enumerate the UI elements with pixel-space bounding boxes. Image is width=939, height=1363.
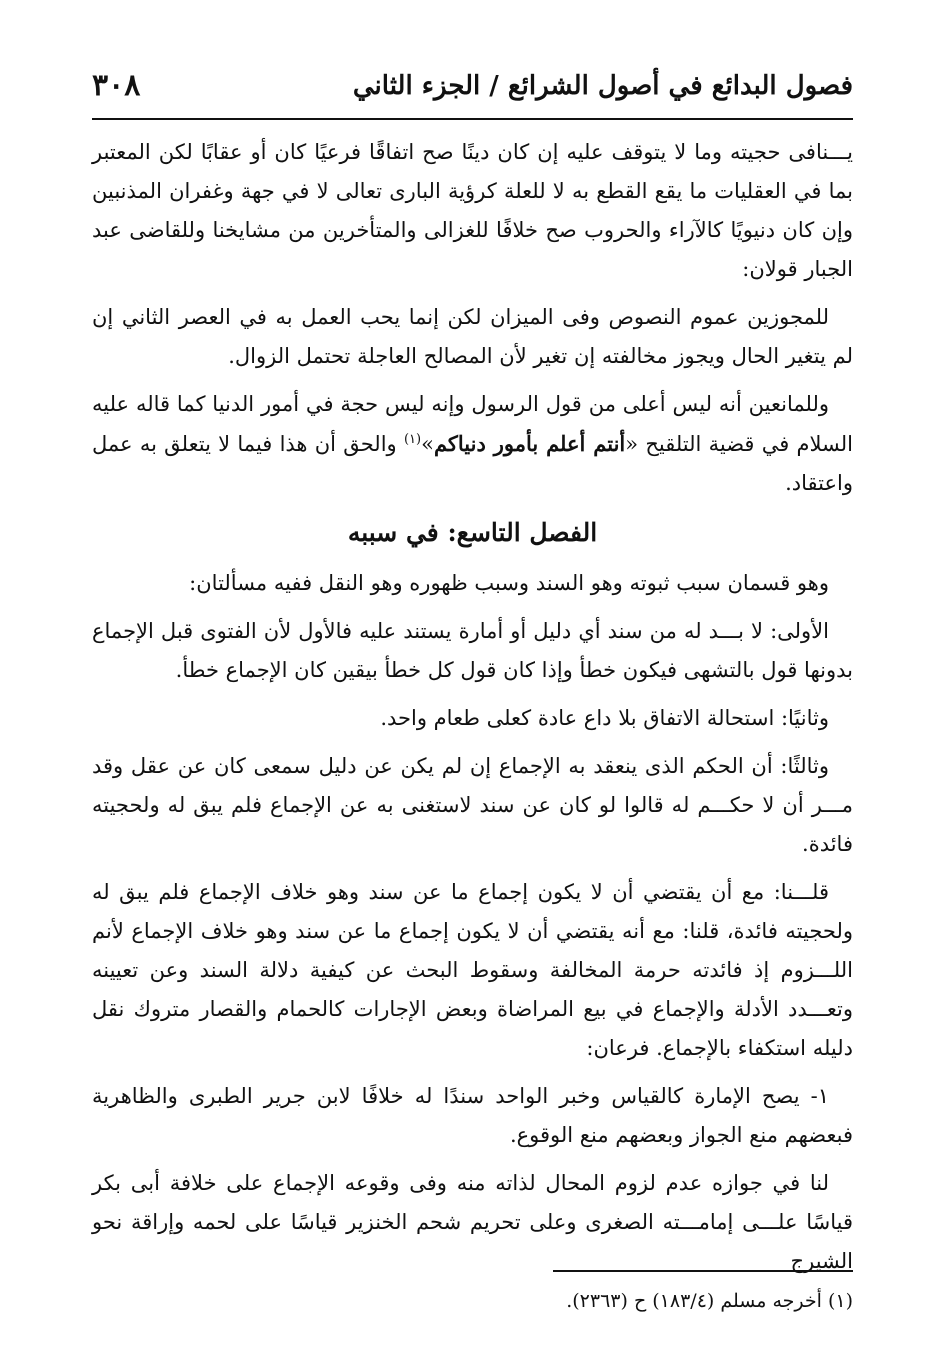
page-number: ٣٠٨ bbox=[92, 68, 141, 103]
paragraph-6: وثانيًا: استحالة الاتفاق بلا داع عادة كعلى طعام واحد. bbox=[380, 706, 829, 730]
paragraph-4: وهو قسمان سبب ثبوته وهو السند وسبب ظهوره وهو النقل ففيه مسألتان: bbox=[189, 571, 829, 595]
page-header bbox=[92, 62, 853, 106]
paragraph-5: الأولى: لا بـــد له من سند أي دليل أو أمارة يستند عليه فالأول لأن الفتوى قبل الإجماع بدونها قول بالتشهى فيكون خطأ وإذا كان قول كل خطأ بيقين كان الإجماع خطأ. bbox=[92, 619, 853, 682]
header-rule bbox=[92, 118, 853, 120]
paragraph-9: ١- يصح الإمارة كالقياس وخبر الواحد سندًا له خلافًا لابن جرير الطبرى والظاهرية فبعضهم منع الجواز وبعضهم منع الوقوع. bbox=[92, 1084, 853, 1147]
paragraph-8: قلـــنا: مع أن يقتضي أن لا يكون إجماع ما عن سند وهو خلاف الإجماع فلم يبق له ولحجيته فائدة، قلنا: مع أنه يقتضي أن لا يكون إجماع ما عن سند وهو خلاف الإجماع لأنم اللـــزوم إذ فائدته حرمة المخالفة وسقوط البحث عن كيفية دلالة السند وعن تعيينه وتعـــدد الأدلة والإجماع في بيع المراضاة وبعض الإجارات كالحمام والقصار متروك نقل دليله استكفاء بالإجماع. فرعان: bbox=[92, 880, 853, 1060]
hadith-quote: أنتم أعلم بأمور دنياكم bbox=[433, 431, 626, 456]
paragraph-7: وثالثًا: أن الحكم الذى ينعقد به الإجماع إن لم يكن عن دليل سمعى كان عن عقل وقد مـــر أن لا حكـــم له قالوا لو كان عن سند لاستغنى به عن الإجماع فلم يبق له ولحجيته فائدة. bbox=[92, 754, 853, 856]
paragraph-3-start: وللمانعين أنه ليس أعلى من قول الرسول وإنه ليس حجة في أمور الدنيا كما قاله عليه السلام في قضية التلقيح « bbox=[92, 392, 853, 456]
paragraph-3-end: والحق أن هذا فيما لا يتعلق به عمل واعتقاد. bbox=[92, 432, 853, 495]
body-text bbox=[92, 133, 853, 1290]
paragraph-1: يـــنافى حجيته وما لا يتوقف عليه إن كان دينًا صح اتفاقًا فرعيًا كان أو عقابًا لكن المعتبر بما في العقليات ما يقع القطع به لا للعلة كرؤية البارى تعالى لا في جهة وغفران المذنبين وإن كان دنيويًا كالآراء والحروب صح خلافًا للغزالى والمتأخرين من مشايخنا وللقاضى عبد الجبار قولان: bbox=[92, 140, 853, 281]
footnote-reference: (١) bbox=[403, 432, 422, 447]
running-title: فصول البدائع في أصول الشرائع / الجزء الثاني bbox=[352, 71, 853, 101]
section-title: الفصل التاسع: في سببه bbox=[347, 518, 598, 547]
paragraph-10: لنا في جوازه عدم لزوم المحال لذاته منه وفى وقوعه الإجماع على خلافة أبى بكر قياسًا علـــى إمامـــته الصغرى وعلى تحريم شحم الخنزير قياسًا على لحمه وإراقة نحو الشيرج bbox=[92, 1171, 853, 1273]
paragraph-3 bbox=[92, 385, 853, 503]
paragraph-2: للمجوزين عموم النصوص وفى الميزان لكن إنما يحب العمل به في العصر الثاني إن لم يتغير الحال ويجوز مخالفته إن تغير لأن المصالح العاجلة تحتمل الزوال. bbox=[92, 305, 853, 368]
quote-close: » bbox=[421, 432, 434, 456]
footnote-rule bbox=[553, 1270, 853, 1272]
footnote: (١) أخرجه مسلم (١٨٣/٤) ح (٢٣٦٣). bbox=[566, 1290, 853, 1312]
